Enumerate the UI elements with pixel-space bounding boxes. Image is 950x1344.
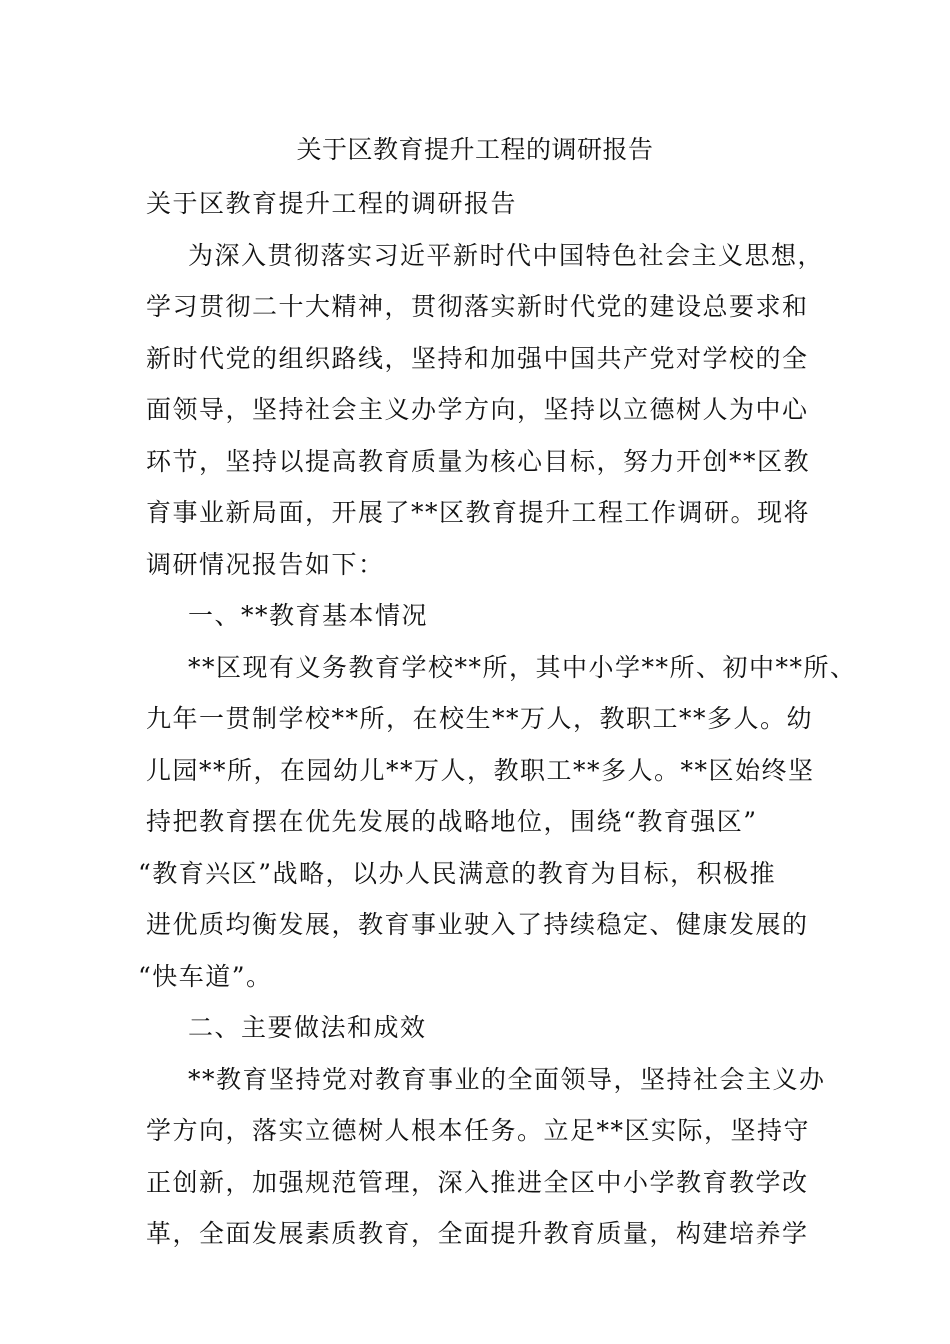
section2-paragraph-line: 革，全面发展素质教育，全面提升教育质量，构建培养学 — [146, 1219, 809, 1248]
section-heading-1: 一、**教育基本情况 — [188, 601, 429, 630]
section2-paragraph-line: 学方向，落实立德树人根本任务。立足**区实际，坚持守 — [146, 1116, 811, 1145]
section2-paragraph-line: 正创新，加强规范管理，深入推进全区中小学教育教学改 — [146, 1167, 809, 1197]
section1-paragraph-line: 儿园**所，在园幼儿**万人，教职工**多人。**区始终坚 — [146, 755, 815, 785]
intro-paragraph-line: 学习贯彻二十大精神，贯彻落实新时代党的建设总要求和 — [146, 292, 809, 321]
section1-paragraph-line: “教育兴区”战略，以办人民满意的教育为目标，积极推 — [138, 858, 777, 888]
document-body — [138, 178, 857, 1260]
intro-paragraph-line: 环节，坚持以提高教育质量为核心目标，努力开创**区教 — [146, 446, 811, 476]
section1-paragraph-line: 九年一贯制学校**所，在校生**万人，教职工**多人。幼 — [146, 704, 814, 733]
section1-paragraph-line: “快车道”。 — [138, 961, 273, 991]
intro-paragraph-line: 调研情况报告如下： — [146, 549, 385, 579]
intro-paragraph-line: 育事业新局面，开展了**区教育提升工程工作调研。现将 — [146, 498, 811, 527]
section1-paragraph-line: 持把教育摆在优先发展的战略地位，围绕“教育强区” — [146, 807, 758, 836]
intro-paragraph-line: 面领导，坚持社会主义办学方向，坚持以立德树人为中心 — [146, 395, 809, 424]
section1-paragraph-line: **区现有义务教育学校**所，其中小学**所、初中**所、 — [188, 652, 857, 682]
document-subtitle: 关于区教育提升工程的调研报告 — [146, 189, 518, 218]
section2-paragraph-line: **教育坚持党对教育事业的全面领导，坚持社会主义办 — [188, 1064, 826, 1094]
section1-paragraph-line: 进优质均衡发展，教育事业驶入了持续稳定、健康发展的 — [146, 910, 809, 939]
intro-paragraph-line: 新时代党的组织路线，坚持和加强中国共产党对学校的全 — [146, 343, 809, 373]
document-title: 关于区教育提升工程的调研报告 — [296, 135, 654, 164]
section-heading-2: 二、主要做法和成效 — [188, 1013, 427, 1042]
intro-paragraph-line: 为深入贯彻落实习近平新时代中国特色社会主义思想， — [188, 240, 825, 270]
